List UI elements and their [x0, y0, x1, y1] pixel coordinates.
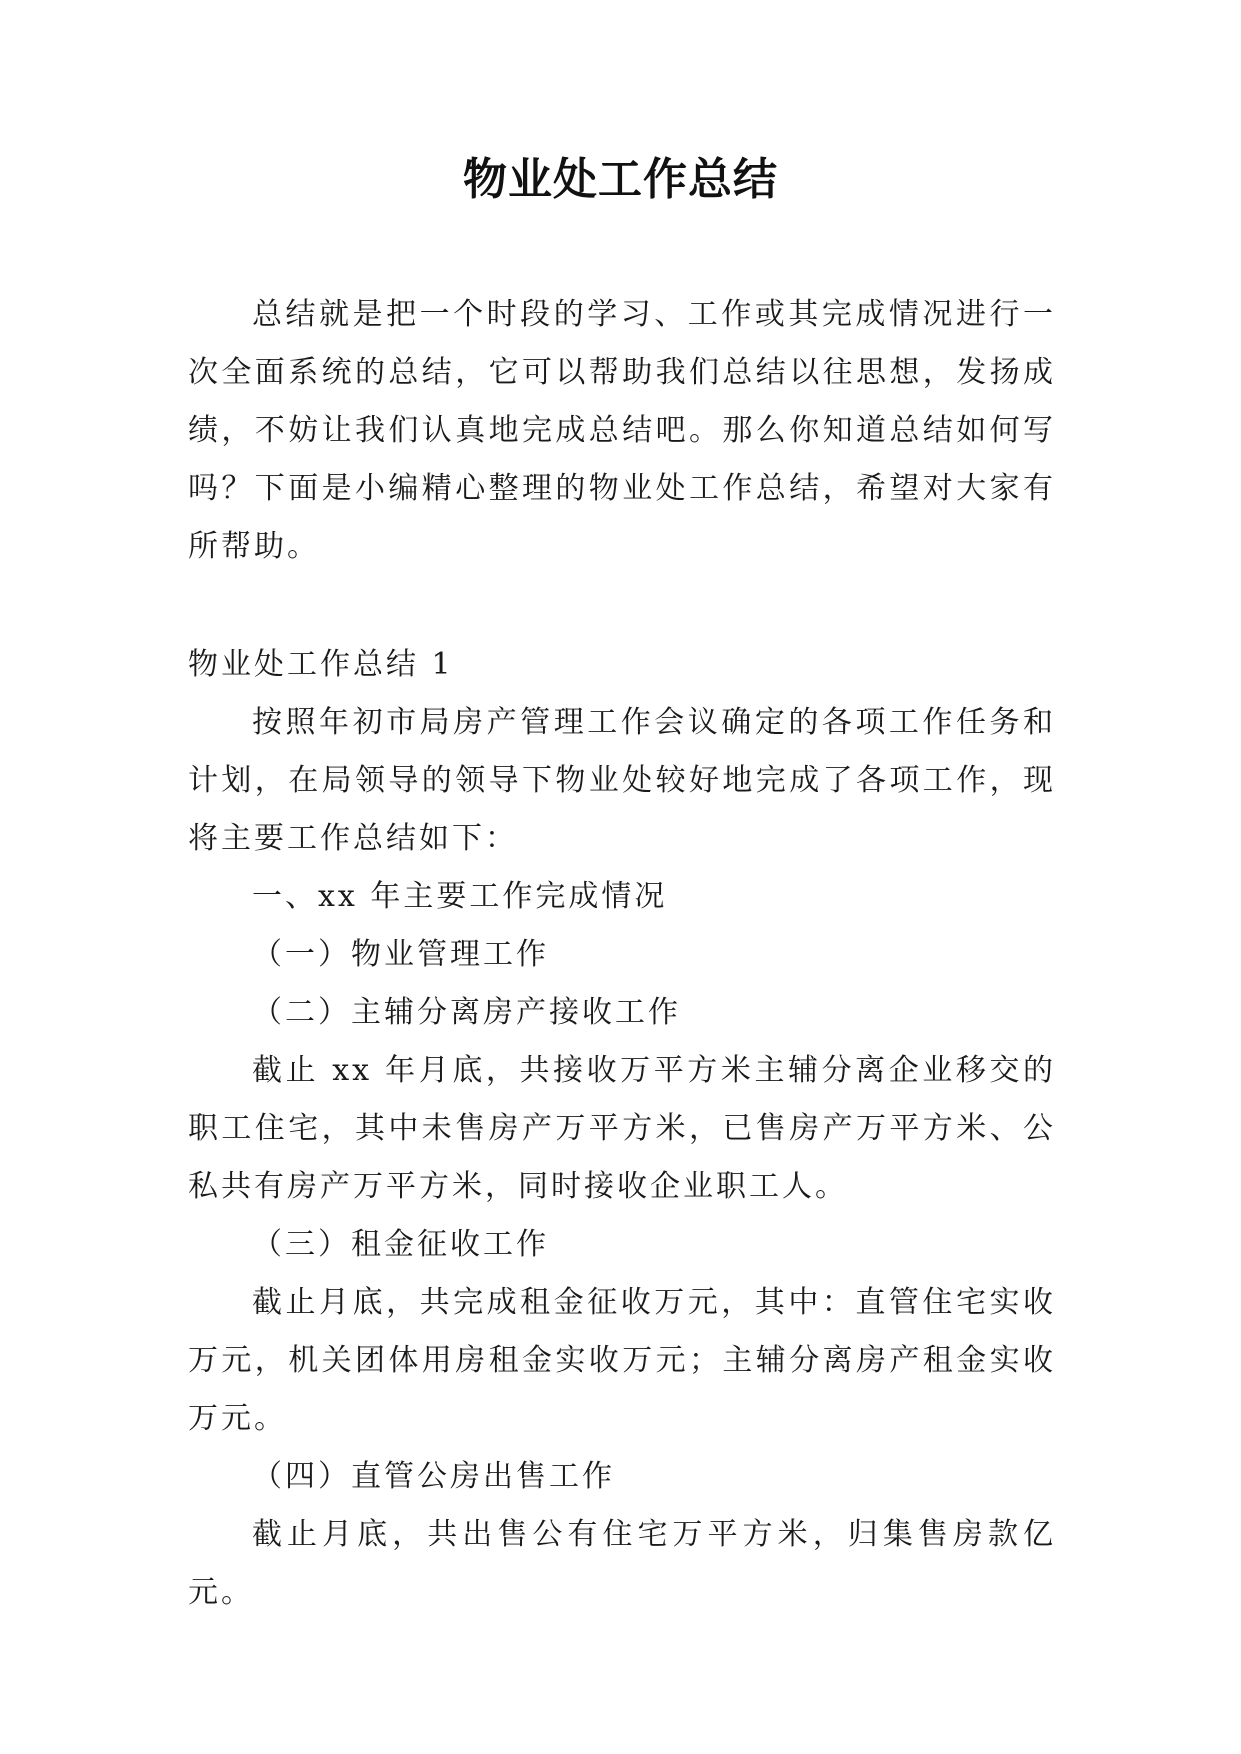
document-title: 物业处工作总结 [463, 154, 778, 205]
section-heading: 物业处工作总结 1 [188, 647, 454, 682]
intro-paragraph: 总结就是把一个时段的学习、工作或其完成情况进行一次全面系统的总结，它可以帮助我们总结以往思想，发扬成绩，不妨让我们认真地完成总结吧。那么你知道总结如何写吗？下面是小编精心整理的物业处工作总结，希望对大家有所帮助。 [188, 297, 1056, 564]
paragraph-property-receiving: 截止 xx 年月底，共接收万平方米主辅分离企业移交的职工住宅，其中未售房产万平方米，已售房产万平方米、公私共有房产万平方米，同时接收企业职工人。 [188, 1053, 1056, 1204]
subheading-rent-collection: （三）租金征收工作 [252, 1227, 549, 1262]
subheading-property-receiving: （二）主辅分离房产接收工作 [252, 995, 681, 1030]
intro-section [188, 286, 1056, 576]
heading-main-work: 一、xx 年主要工作完成情况 [252, 879, 668, 914]
paragraph-overview: 按照年初市局房产管理工作会议确定的各项工作任务和计划，在局领导的领导下物业处较好地完成了各项工作，现将主要工作总结如下： [188, 705, 1056, 856]
subheading-housing-sale: （四）直管公房出售工作 [252, 1459, 615, 1494]
paragraph-housing-sale: 截止月底，共出售公有住宅万平方米，归集售房款亿元。 [188, 1517, 1056, 1610]
content-section [188, 694, 1056, 1622]
subheading-property-management: （一）物业管理工作 [252, 937, 549, 972]
paragraph-rent-collection: 截止月底，共完成租金征收万元，其中：直管住宅实收万元，机关团体用房租金实收万元；主辅分离房产租金实收万元。 [188, 1285, 1056, 1436]
